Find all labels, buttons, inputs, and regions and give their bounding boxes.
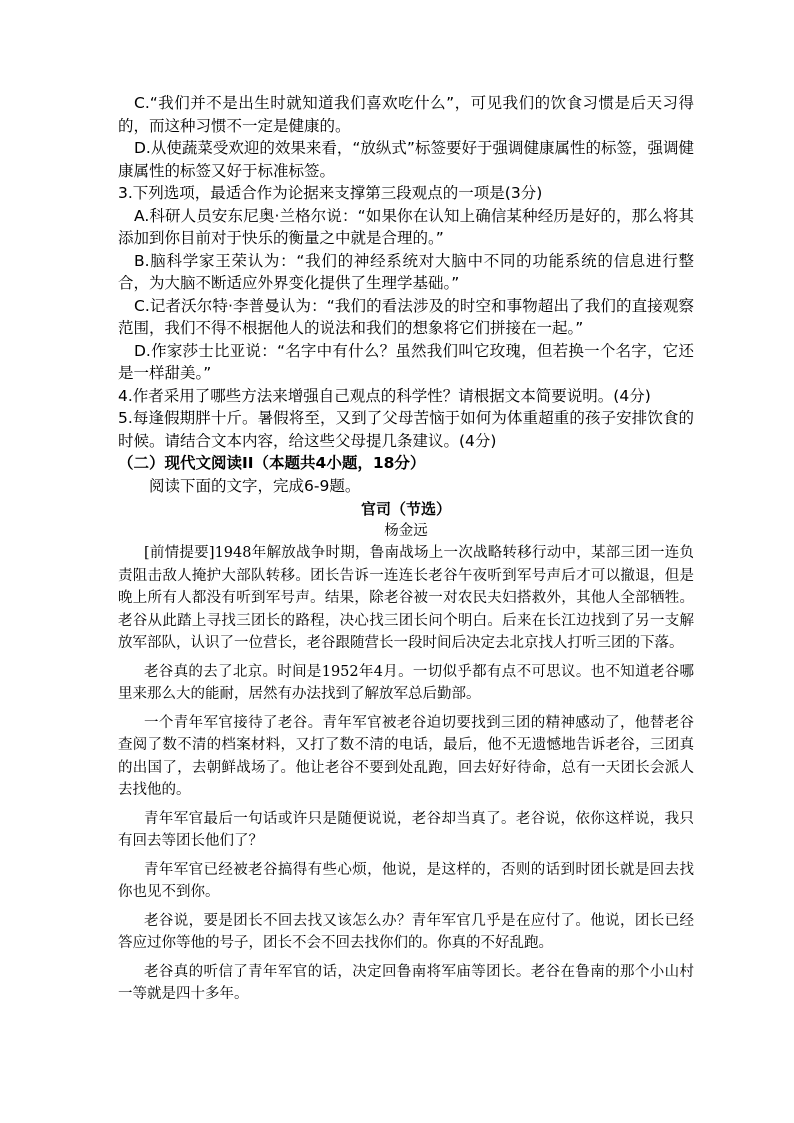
question5-stem: 5.每逢假期胖十斤。暑假将至，又到了父母苦恼于如何为体重超重的孩子安排饮食的时候。请结合文本内容，给这些父母提几条建议。(4分) [118,409,694,450]
article-title: 官司（节选） [360,500,451,518]
section2-heading: （二）现代文阅读II（本题共4小题，18分） [118,454,426,472]
question2-option-c: C.“我们并不是出生时就知道我们喜欢吃什么”，可见我们的饮食习惯是后天习得的，而这种习惯不一定是健康的。 [118,94,694,135]
document-content [118,92,694,1006]
article-paragraph: 老谷真的听信了青年军官的话，决定回鲁南将军庙等团长。老谷在鲁南的那个小山村一等就是四十多年。 [118,963,694,1002]
article-paragraph: [前情提要]1948年解放战争时期，鲁南战场上一次战略转移行动中，某部三团一连负责阻击敌人掩护大部队转移。团长告诉一连连长老谷午夜听到军号声后才可以撤退，但是晚上所有人都没有听到军号声。结果，除老谷被一对农民夫妇搭救外，其他人全部牺牲。老谷从此踏上寻找三团长的路程，决心找三团长问个明白。后来在长江边找到了另一支解放军部队，认识了一位营长，老谷跟随营长一段时间后决定去北京找人打听三团的下落。 [118,545,694,651]
article-author: 杨金远 [384,523,428,539]
question3-stem: 3.下列选项，最适合作为论据来支撑第三段观点的一项是(3分) [118,184,543,202]
article-paragraph: 青年军官已经被老谷搞得有些心烦，他说，是这样的，否则的话到时团长就是回去找你也见不到你。 [118,861,694,900]
article-paragraph: 一个青年军官接待了老谷。青年军官被老谷迫切要找到三团的精神感动了，他替老谷查阅了数不清的档案材料，又打了数不清的电话，最后，他不无遗憾地告诉老谷，三团真的出国了，去朝鲜战场了。他让老谷不要到处乱跑，回去好好待命，总有一天团长会派人去找他的。 [118,714,694,798]
question3-option-d: D.作家莎士比亚说：“名字中有什么？虽然我们叫它玫瑰，但若换一个名字，它还是一样甜美。” [118,341,694,382]
question4-stem: 4.作者采用了哪些方法来增强自己观点的科学性？请根据文本简要说明。(4分) [118,386,651,405]
section2-instruction: 阅读下面的文字，完成6-9题。 [149,476,361,495]
question2-option-d: D.从使蔬菜受欢迎的效果来看，“放纵式”标签要好于强调健康属性的标签，强调健康属性的标签又好于标准标签。 [118,139,694,180]
question3-option-b: B.脑科学家王荣认为：“我们的神经系统对大脑中不同的功能系统的信息进行整合，为大脑不断适应外界变化提供了生理学基础。” [118,251,694,292]
question3-option-a: A.科研人员安东尼奥·兰格尔说：“如果你在认知上确信某种经历是好的，那么将其添加到你目前对于快乐的衡量之中就是合理的。” [118,206,694,247]
question3-option-c: C.记者沃尔特·李普曼认为：“我们的看法涉及的时空和事物超出了我们的直接观察范围，我们不得不根据他人的说法和我们的想象将它们拼接在一起。” [118,296,694,337]
article-paragraph: 老谷说，要是团长不回去找又该怎么办？青年军官几乎是在应付了。他说，团长已经答应过你等他的号子，团长不会不回去找你们的。你真的不好乱跑。 [118,912,694,951]
article-paragraph: 老谷真的去了北京。时间是1952年4月。一切似乎都有点不可思议。也不知道老谷哪里来那么大的能耐，居然有办法找到了解放军总后勤部。 [118,663,694,702]
article-paragraph: 青年军官最后一句话或许只是随便说说，老谷却当真了。老谷说，依你这样说，我只有回去等团长他们了？ [118,810,694,849]
